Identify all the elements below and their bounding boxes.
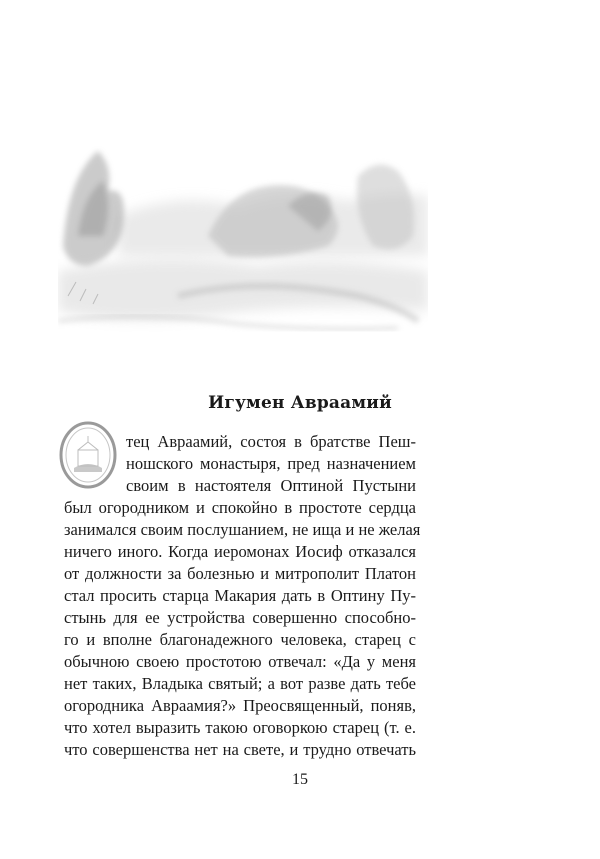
page-number: 15 — [292, 771, 308, 788]
text-line: ничего иного. Когда иеромонах Иосиф отказался — [64, 542, 416, 561]
text-line: обычною своею простотою отвечал: «Да у меня — [64, 652, 416, 671]
text-line: своим в настоятеля Оптиной Пустыни — [126, 476, 416, 495]
text-line: что хотел выразить такою оговоркою старец (т. е. — [64, 718, 416, 737]
text-line: тец Авраамий, состоя в братстве Пеш- — [126, 432, 416, 451]
text-line: от должности за болезнью и митрополит Платон — [64, 564, 416, 583]
text-line: был огородником и спокойно в простоте сердца — [64, 498, 416, 517]
chapter-title: Игумен Авраамий — [208, 393, 392, 413]
text-line: что совершенства нет на свете, и трудно отвечать — [64, 740, 416, 759]
text-line: занимался своим послушанием, не ища и не желая — [64, 520, 421, 539]
text-line: го и вполне благонадежного человека, старец с — [64, 630, 416, 649]
text-line: нет таких, Владыка святый; а вот разве дать тебе — [64, 674, 416, 693]
text-line: стал просить старца Макария дать в Оптину Пу- — [64, 586, 416, 605]
text-line: стынь для ее устройства совершенно способно- — [64, 608, 416, 627]
text-line: огородника Авраамия?» Преосвященный, поняв, — [64, 696, 416, 715]
text-line: ношского монастыря, пред назначением — [126, 454, 416, 473]
